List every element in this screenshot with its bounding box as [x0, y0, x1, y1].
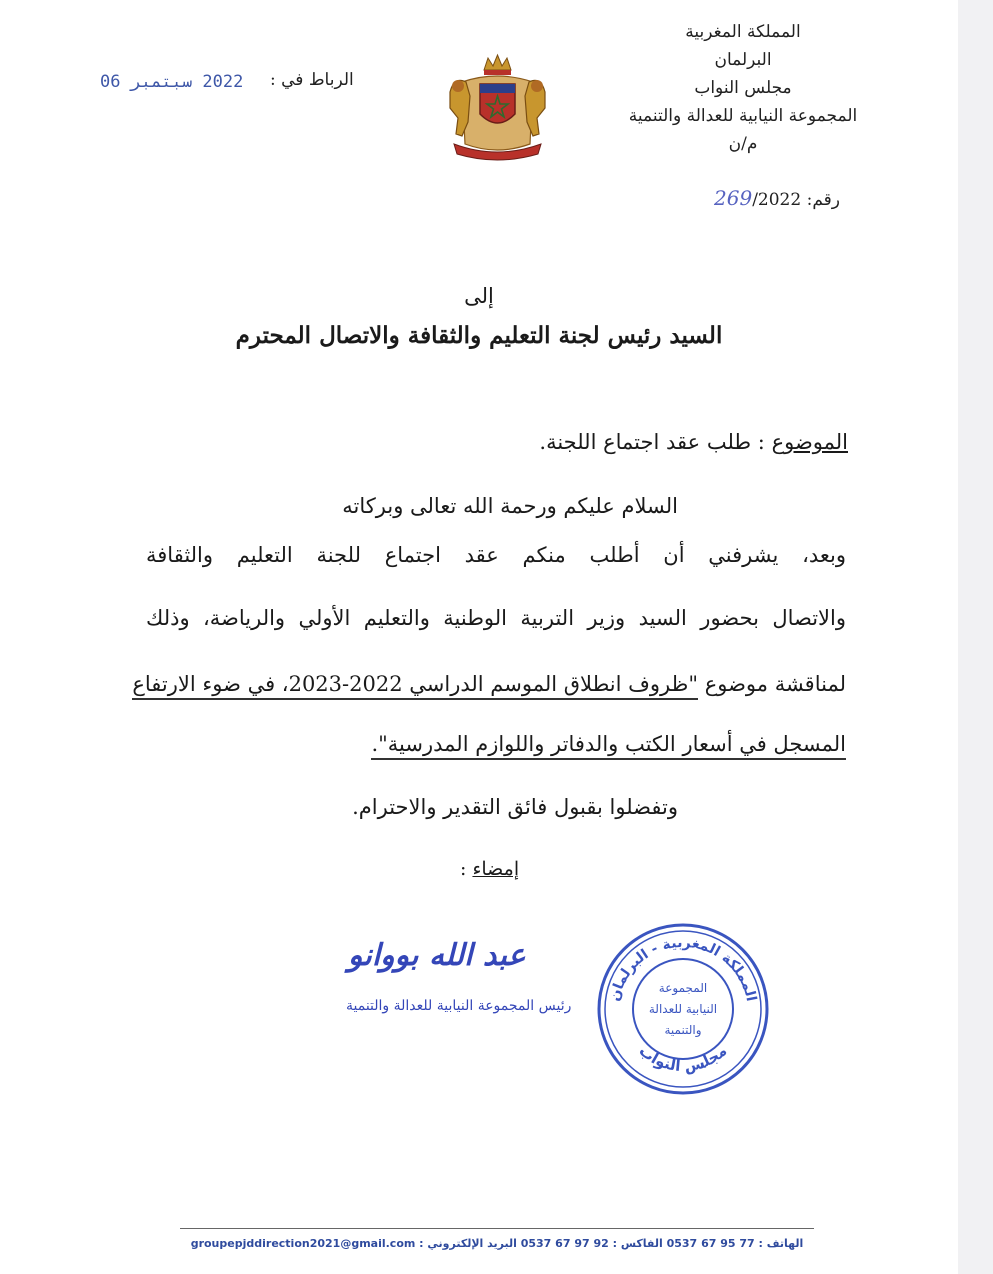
reference-label: رقم:: [806, 190, 840, 210]
greeting: السلام عليكم ورحمة الله تعالى وبركاته: [342, 494, 678, 518]
stamp-inner-1: المجموعة: [658, 981, 708, 995]
recipient-title: السيد رئيس لجنة التعليم والثقافة والاتصال المحترم: [235, 322, 723, 349]
letterhead: [613, 18, 873, 158]
subject-line: [539, 430, 848, 454]
recipient-to: إلى: [464, 284, 494, 308]
official-stamp: [594, 920, 772, 1098]
signature-title: رئيس المجموعة النيابية للعدالة والتنمية: [346, 998, 572, 1014]
dept-line: م/ن: [728, 134, 758, 154]
body-line-3: [132, 672, 846, 696]
footer-contact: الهاتف : 77 95 67 0537 الفاكس : 92 97 67 0537 البريد الإلكتروني : groupepjddirection2021@gmail.com: [180, 1228, 814, 1250]
svg-text:مجلس النواب: [636, 1042, 731, 1076]
reference-number: [714, 186, 840, 210]
city-label: الرباط في :: [270, 70, 354, 90]
body-line-4-underlined: المسجل في أسعار الكتب والدفاتر واللوازم المدرسية".: [371, 732, 846, 760]
signature-line: [460, 858, 519, 880]
stamp-inner-2: النيابية للعدالة: [648, 1002, 718, 1016]
subject-label: الموضوع: [771, 430, 848, 454]
house-line: مجلس النواب: [694, 78, 792, 98]
closing: وتفضلوا بقبول فائق التقدير والاحترام.: [352, 795, 678, 819]
group-line: المجموعة النيابية للعدالة والتنمية: [628, 106, 858, 126]
kingdom-line: المملكة المغربية: [685, 22, 801, 42]
body-line-4: [146, 732, 846, 756]
body-line-2: والاتصال بحضور السيد وزير التربية الوطنية والتعليم الأولي والرياضة، وذلك: [146, 606, 846, 630]
body-line-3-underlined: "ظروف انطلاق الموسم الدراسي 2022-2023، في ضوء الارتفاع: [132, 672, 698, 700]
subject-text: : طلب عقد اجتماع اللجنة.: [539, 430, 765, 454]
stamp-outer-top: المملكة المغربية - البرلمان: [606, 934, 760, 1003]
signature-label: إمضاء: [472, 858, 520, 880]
reference-number-value: 269: [714, 186, 753, 210]
coat-of-arms-emblem: [440, 52, 555, 164]
signature-colon: :: [460, 858, 467, 880]
handwritten-signature: عبد الله بووانو: [348, 938, 526, 973]
reference-year: /2022: [752, 190, 802, 210]
stamp-outer-bottom: مجلس النواب: [635, 1041, 731, 1076]
body-line-1: وبعد، يشرفني أن أطلب منكم عقد اجتماع للجنة التعليم والثقافة: [146, 543, 846, 567]
stamp-inner-3: والتنمية: [664, 1023, 702, 1037]
parliament-line: البرلمان: [714, 50, 772, 70]
date-handwritten: 2022 سبتمبر 06: [100, 72, 244, 92]
body-line-3-plain: لمناقشة موضوع: [698, 672, 846, 696]
